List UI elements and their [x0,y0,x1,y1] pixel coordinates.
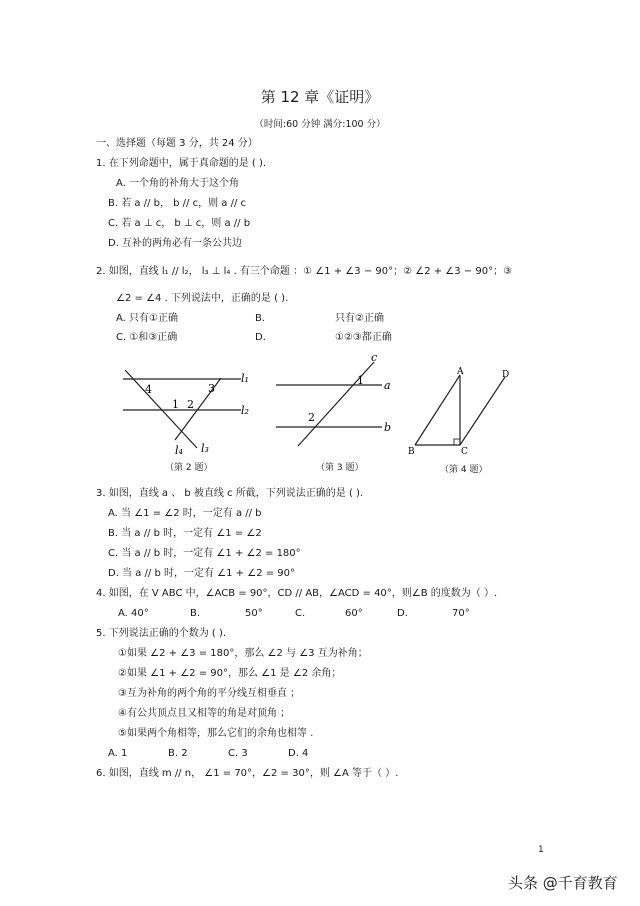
fig3-label-1: 1 [357,374,364,387]
q3-stem: 3. 如图，直线 a 、 b 被直线 c 所截，下列说法正确的是 ( ). [96,488,364,499]
q2-stem: 2. 如图，直线 l₁ // l₂， l₃ ⊥ l₄ . 有三个命题 ：① ∠1 + ∠3 − 90°；② ∠2 + ∠3 − 90°；③ [96,266,513,277]
watermark: 头条 @千育教育 [508,874,618,892]
q5-option-d: D. 4 [288,748,309,759]
q4-option-d-letter: D. [397,608,408,619]
page-number: 1 [538,845,544,855]
q2-option-b-text: 只有②正确 [335,313,384,324]
fig3-label-2: 2 [308,411,315,424]
q4-option-b-letter: B. [190,608,201,619]
figure-q3 [270,350,400,450]
fig2-label-4: 4 [145,383,152,396]
page-title: 第 12 章《证明》 [260,88,380,106]
q4-option-c-letter: C. [295,608,306,619]
q2-option-c: C. ①和③正确 [116,332,178,343]
q5-option-c: C. 3 [228,748,248,759]
q5-option-a: A. 1 [108,748,128,759]
q2-option-a: A. 只有①正确 [116,313,178,324]
q5-item-5: ⑤如果两个角相等，那么它们的余角也相等 . [118,728,314,739]
q3-option-a: A. 当 ∠1 = ∠2 时，一定有 a // b [108,508,262,519]
fig2-label-l4: l₄ [175,444,183,457]
q1-option-c: C. 若 a ⊥ c， b ⊥ c，则 a // b [108,218,251,229]
q2-option-d-letter: D. [255,332,266,343]
q3-option-d: D. 当 a // b 时，一定有 ∠1 + ∠2 = 90° [108,568,296,579]
figure-q2 [115,370,260,470]
q2-stem-continued: ∠2 = ∠4 . 下列说法中，正确的是 ( ). [116,293,289,304]
q5-item-2: ②如果 ∠1 + ∠2 = 90°，那么 ∠1 是 ∠2 余角； [118,668,342,679]
q5-item-4: ④有公共顶点且又相等的角是对顶角 ； [118,708,291,719]
q4-option-c-value: 60° [345,608,363,619]
fig4-label-a: A [457,367,464,377]
q5-stem: 5. 下列说法正确的个数为 ( ). [96,628,227,639]
fig3-label-c: c [371,351,378,364]
q3-option-b: B. 当 a // b 时，一定有 ∠1 = ∠2 [108,528,262,539]
fig4-caption: （第 4 题） [440,465,488,475]
fig2-label-2: 2 [187,398,194,411]
fig3-label-a: a [384,379,391,392]
q4-option-a: A. 40° [118,608,149,619]
q4-option-d-value: 70° [452,608,470,619]
fig2-label-l1: l₁ [241,372,249,385]
fig4-label-d: D [502,370,510,380]
figure-q4 [405,365,515,460]
q3-option-c: C. 当 a // b 时，一定有 ∠1 + ∠2 = 180° [108,548,301,559]
fig2-label-l2: l₂ [241,404,249,417]
fig2-label-l3: l₃ [201,442,209,455]
q4-option-b-value: 50° [245,608,263,619]
q6-stem: 6. 如图，直线 m // n， ∠1 = 70°，∠2 = 30°，则 ∠A 等于（ ）. [96,768,399,779]
q1-option-d: D. 互补的两角必有一条公共边 [108,238,243,249]
q4-stem: 4. 如图，在 V ABC 中，∠ACB = 90°，CD // AB，∠ACD = 40°，则∠B 的度数为（ ）. [96,588,498,599]
q5-option-b: B. 2 [168,748,188,759]
fig2-caption: （第 2 题） [165,463,213,473]
exam-meta: （时间:60 分钟 满分:100 分） [254,119,386,130]
q1-stem: 1. 在下列命题中，属于真命题的是 ( ). [96,158,267,169]
q5-item-3: ③互为补角的两个角的平分线互相垂直 ； [118,688,301,699]
fig4-label-c: C [461,447,468,457]
section-heading: 一、选择题（每题 3 分，共 24 分） [96,138,258,149]
q5-item-1: ①如果 ∠2 + ∠3 = 180°，那么 ∠2 与 ∠3 互为补角； [118,648,368,659]
q2-option-b-letter: B. [255,313,266,324]
fig2-label-3: 3 [208,382,215,395]
q1-option-a: A. 一个角的补角大于这个角 [116,178,240,189]
fig4-label-b: B [408,447,415,457]
fig2-label-1: 1 [172,398,179,411]
q1-option-b: B. 若 a // b， b // c，则 a // c [108,198,246,209]
fig3-caption: （第 3 题） [316,463,364,473]
q2-option-d-text: ①②③都正确 [335,332,392,343]
fig3-label-b: b [384,421,392,434]
